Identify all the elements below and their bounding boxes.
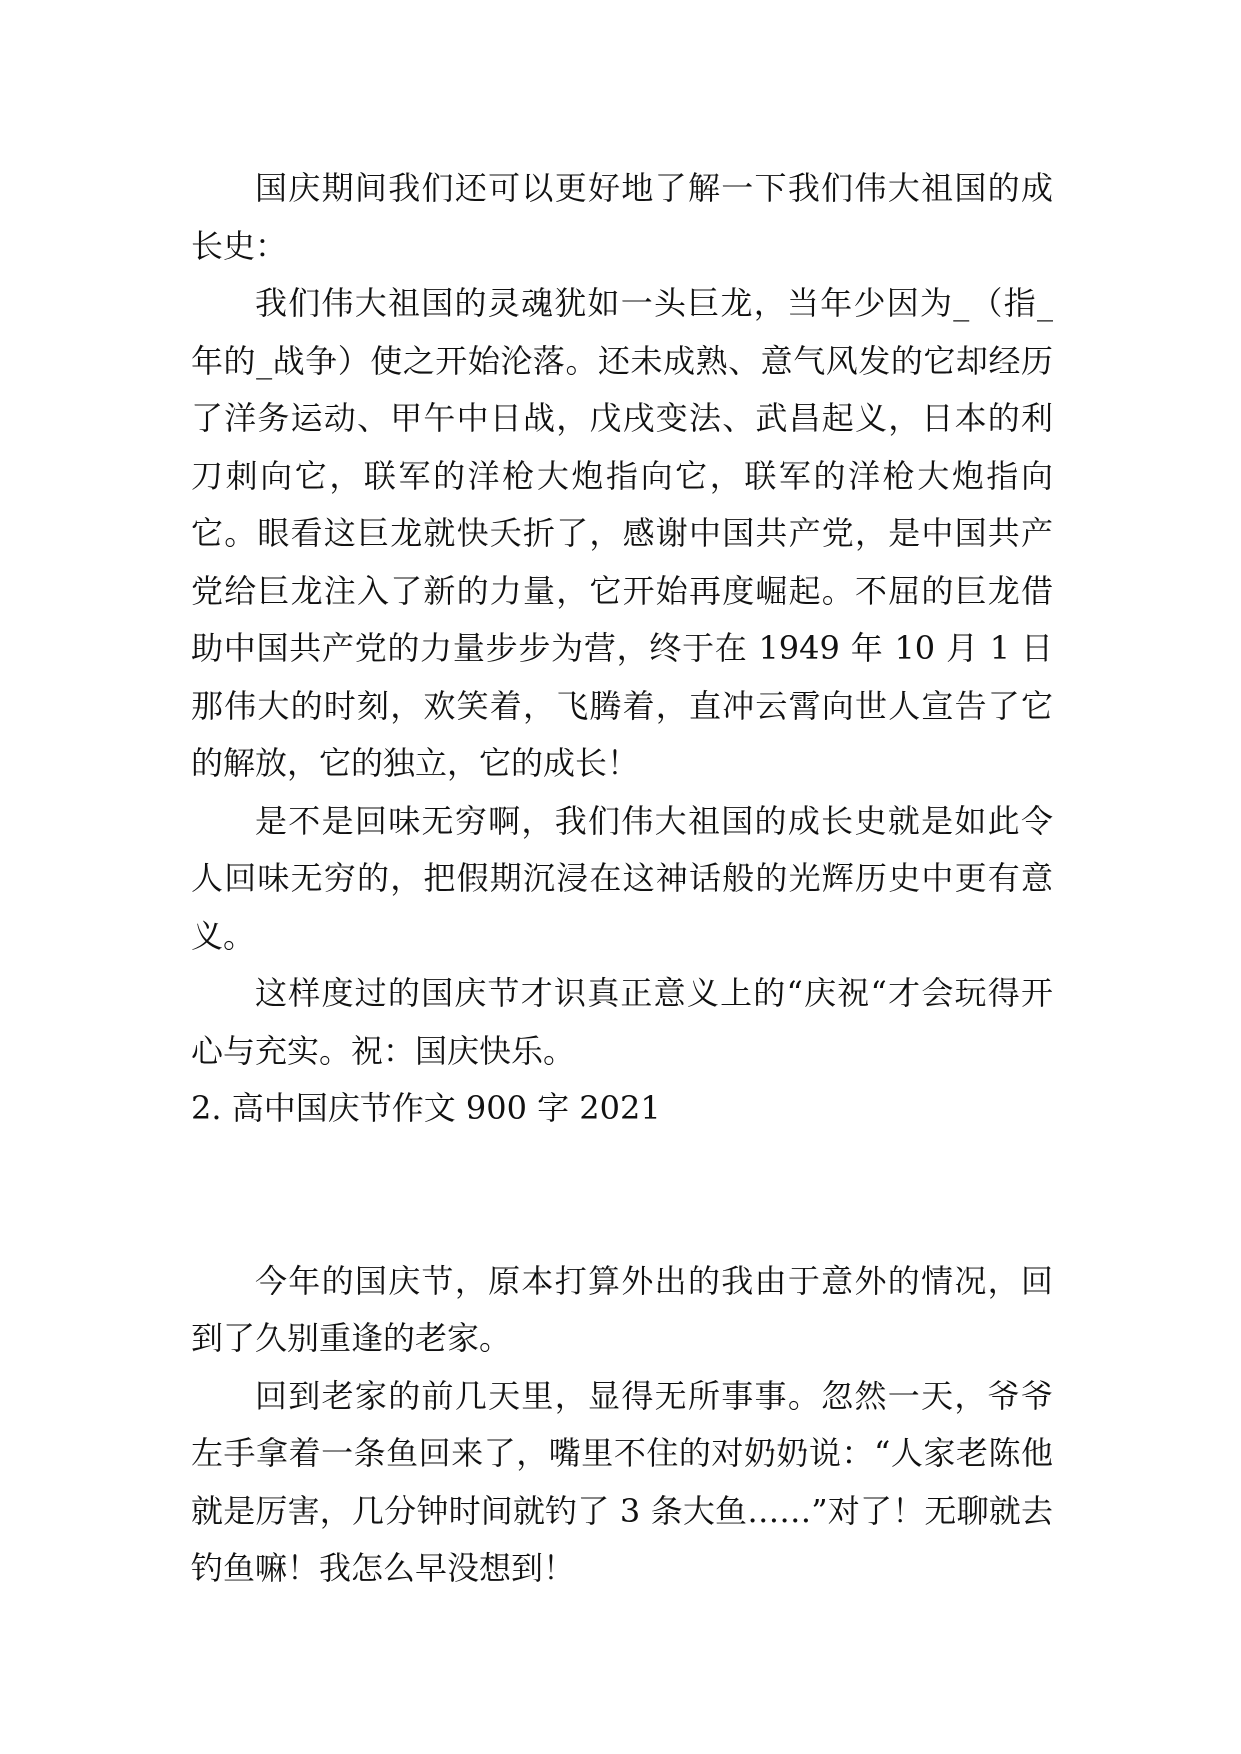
section-spacer (191, 1138, 1053, 1253)
paragraph-hometown: 今年的国庆节，原本打算外出的我由于意外的情况，回到了久别重逢的老家。 (191, 1261, 1053, 1357)
section-heading: 2. 高中国庆节作文 900 字 2021 (191, 1089, 661, 1127)
paragraph-intro: 国庆期间我们还可以更好地了解一下我们伟大祖国的成长史： (191, 169, 1053, 265)
paragraph-dragon-history: 我们伟大祖国的灵魂犹如一头巨龙，当年少因为_（指_年的_战争）使之开始沦落。还未成熟、意气风发的它却经历了洋务运动、甲午中日战，戊戌变法、武昌起义，日本的利刀刺向它，联军的洋枪大炮指向它，联军的洋枪大炮指向它。眼看这巨龙就快夭折了，感谢中国共产党，是中国共产党给巨龙注入了新的力量，它开始再度崛起。不屈的巨龙借助中国共产党的力量步步为营，终于在 1949 年 10 月 1 日那伟大的时刻，欢笑着，飞腾着，直冲云霄向世人宣告了它的解放，它的独立，它的成长！ (191, 284, 1053, 782)
paragraph-closing: 这样度过的国庆节才识真正意义上的“庆祝“才会玩得开心与充实。祝：国庆快乐。 (191, 974, 1053, 1070)
paragraph-fishing: 回到老家的前几天里，显得无所事事。忽然一天，爷爷左手拿着一条鱼回来了，嘴里不住的对奶奶说：“人家老陈他就是厉害，几分钟时间就钓了 3 条大鱼……”对了！无聊就去钓鱼嘛！我怎么早没想到！ (191, 1376, 1053, 1587)
paragraph-reflection: 是不是回味无穷啊，我们伟大祖国的成长史就是如此令人回味无穷的，把假期沉浸在这神话般的光辉历史中更有意义。 (191, 801, 1053, 955)
document-body (191, 160, 1053, 1598)
